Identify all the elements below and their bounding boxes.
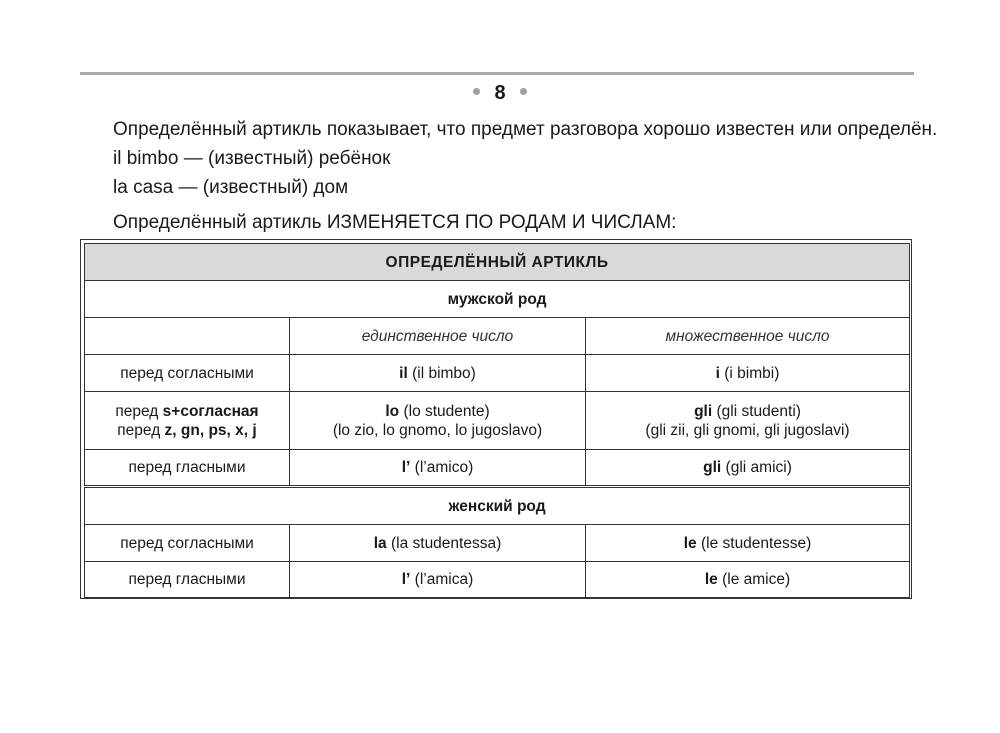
page-number-text: 8: [494, 82, 506, 104]
article: gli: [694, 402, 713, 420]
singular-cell: [290, 355, 586, 392]
table-row: [85, 562, 910, 598]
table-row: [85, 355, 910, 392]
article: gli: [703, 459, 722, 476]
row-label: [85, 392, 290, 450]
example: (le amice): [717, 571, 791, 588]
plural-cell: [586, 450, 910, 486]
article: l’: [401, 459, 411, 476]
row-label: перед согласными: [85, 525, 290, 562]
empty-header-cell: [85, 318, 290, 355]
example: (l’amica): [410, 571, 474, 588]
example: (l’amico): [410, 459, 474, 476]
dot-right-icon: [520, 88, 527, 95]
table-row: [85, 450, 910, 486]
row-label: перед гласными: [85, 450, 290, 486]
plural-cell: [586, 392, 910, 450]
page-number: [0, 82, 1000, 105]
col-singular-header: единственное число: [290, 318, 586, 355]
example: (gli amici): [721, 459, 792, 476]
article: il: [399, 364, 408, 382]
plural-cell: [586, 525, 910, 562]
row-label: перед согласными: [85, 355, 290, 392]
row-label: перед гласными: [85, 562, 290, 598]
example: (lo studente): [399, 402, 490, 420]
table-row: [85, 525, 910, 562]
intro-line-2: il bimbo — (известный) ребёнок: [113, 148, 391, 169]
article: le: [704, 571, 718, 588]
example: (la studentessa): [386, 534, 502, 552]
intro-line-4: Определённый артикль ИЗМЕНЯЕТСЯ ПО РОДАМ И ЧИСЛАМ:: [113, 212, 677, 233]
label-bold: z, gn, ps, x, j: [164, 421, 257, 439]
singular-cell: [290, 450, 586, 486]
col-plural-header: множественное число: [586, 318, 910, 355]
example: (le studentesse): [696, 534, 812, 552]
example: (il bimbo): [407, 364, 476, 382]
intro-line-3: la casa — (известный) дом: [113, 177, 349, 198]
masculine-heading: мужской род: [85, 281, 910, 318]
article: lo: [385, 402, 400, 420]
article: le: [683, 534, 697, 552]
plural-cell: [586, 562, 910, 598]
article: la: [373, 534, 387, 552]
singular-cell: [290, 562, 586, 598]
table-title: ОПРЕДЕЛЁННЫЙ АРТИКЛЬ: [85, 244, 910, 281]
intro-line-1: Определённый артикль показывает, что предмет разговора хорошо известен или определён.: [113, 119, 938, 140]
label-bold: s+согласная: [162, 402, 259, 420]
example: (gli studenti): [712, 402, 801, 420]
feminine-article-table: [84, 487, 910, 598]
example-extra: (gli zii, gli gnomi, gli jugoslavi): [645, 421, 850, 439]
plural-cell: [586, 355, 910, 392]
label-text: перед: [115, 402, 163, 420]
example-extra: (lo zio, lo gnomo, lo jugoslavo): [332, 421, 543, 439]
article: i: [715, 364, 720, 382]
example: (i bimbi): [719, 364, 780, 382]
singular-cell: [290, 525, 586, 562]
table-row: [85, 392, 910, 450]
feminine-heading: женский род: [85, 488, 910, 525]
top-rule: [80, 72, 914, 75]
label-text: перед: [117, 421, 165, 439]
singular-cell: [290, 392, 586, 450]
dot-left-icon: [473, 88, 480, 95]
masculine-article-table: [84, 243, 910, 486]
article: l’: [401, 571, 411, 588]
